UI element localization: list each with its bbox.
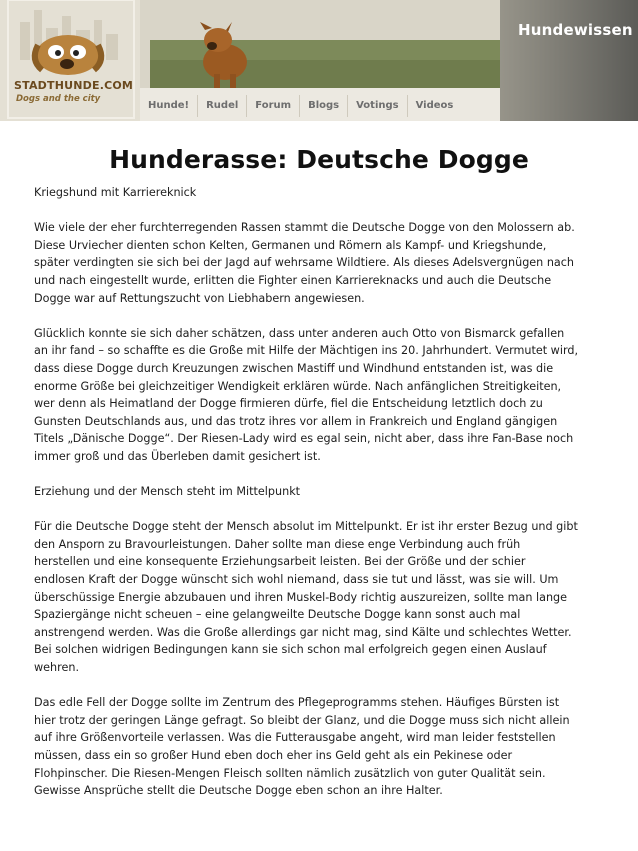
article-paragraph: Für die Deutsche Dogge steht der Mensch absolut im Mittelpunkt. Er ist ihr erster Bezug und gibt den Ansporn zu Bravourleistungen. Daher sollte man diese enge Verbindung auch früh herstellen und eine konsequente Erziehungsarbeit leisten. Bei der Größe und der schier endlosen Kraft der Dogge wünscht sich wohl niemand, dass sie tut und lässt, was sie will. Um überschüssige Energie abzubauen und ihren Muskel-Body richtig auszureizen, sollte man lange Spaziergänge nicht scheuen – eine gelangweilte Deutsche Dogge kann sonst auch mal anstrengend werden. Was die Große allerdings gar nicht mag, sind Kälte und schlechtes Wetter. Bei solchen widrigen Bedingungen kann sie sich schon mal erfolgreich gegen einen Auslauf wehren.: [34, 520, 578, 675]
nav-item-forum[interactable]: Forum: [247, 95, 300, 117]
nav-item-hunde[interactable]: Hunde!: [140, 95, 198, 117]
main-nav: [140, 95, 461, 117]
nav-item-rudel[interactable]: Rudel: [198, 95, 247, 117]
article-paragraph: Wie viele der eher furchterregenden Rassen stammt die Deutsche Dogge von den Molossern ab. Diese Urviecher dienten schon Kelten, Germanen und Römern als Kampf- und Kriegshunde, später verdingten sie sich bei der Jagd auf wehrsame Wildtiere. Als dieses Adelsvergnügen nach und nach eingestellt wurde, erlitten die Fighter einen Karriereknacks und auch die Deutsche Dogge war auf Rettungszucht von Liebhabern angewiesen.: [34, 221, 575, 305]
nav-item-votings[interactable]: Votings: [348, 95, 408, 117]
article-paragraph: Glücklich konnte sie sich daher schätzen, dass unter anderen auch Otto von Bismarck gefallen an ihr fand – so schaffte es die Große mit Hilfe der Mächtigen ins 20. Jahrhundert. Vermutet wird, dass diese Dogge durch Kreuzungen zwischen Mastiff und Windhund entstanden ist, was die enorme Größe bei gleichzeitiger Wendigkeit erklären würde. Nach anfänglichen Streitigkeiten, wer denn als Heimatland der Dogge firmieren dürfe, fiel die Entscheidung letztlich doch zu Gunsten Deutschlands aus, und das trotz ihres vor allem in Frankreich und England gängigen Titels „Dänische Dogge“. Der Riesen-Lady wird es egal sein, nicht aber, dass ihre Fan-Base noch immer groß und das Überleben damit gesichert ist.: [34, 326, 579, 463]
header-banner: [0, 0, 638, 121]
nav-item-videos[interactable]: Videos: [415, 100, 454, 111]
article-subtitle: Kriegshund mit Karriereknick: [34, 186, 197, 199]
article-paragraph: Das edle Fell der Dogge sollte im Zentrum des Pflegeprogramms stehen. Häufiges Bürsten ist hier trotz der geringen Länge gefragt. So bleibt der Glanz, und die Dogge muss sich nicht allein auf ihre Größenvorteile verlassen. Was die Futterausgabe angeht, wird man leider feststellen müssen, dass ein so großer Hund eben doch eher ins Geld geht als ein Pekinese oder Flohpinscher. Die Riesen-Mengen Fleisch sollten nämlich zusätzlich von guter Qualität sein. Gewisse Ansprüche stellt die Deutsche Dogge eben schon an ihre Halter.: [34, 696, 570, 798]
logo-text[interactable]: STADTHUNDE.COM: [14, 79, 134, 92]
logo-tagline: Dogs and the city: [16, 94, 101, 104]
article-body: [34, 184, 579, 817]
article-subtitle: Erziehung und der Mensch steht im Mittelpunkt: [34, 485, 301, 499]
nav-item-blogs[interactable]: Blogs: [300, 95, 348, 117]
section-label: Hundewissen: [518, 21, 633, 39]
page-title: Hunderasse: Deutsche Dogge: [109, 145, 529, 174]
